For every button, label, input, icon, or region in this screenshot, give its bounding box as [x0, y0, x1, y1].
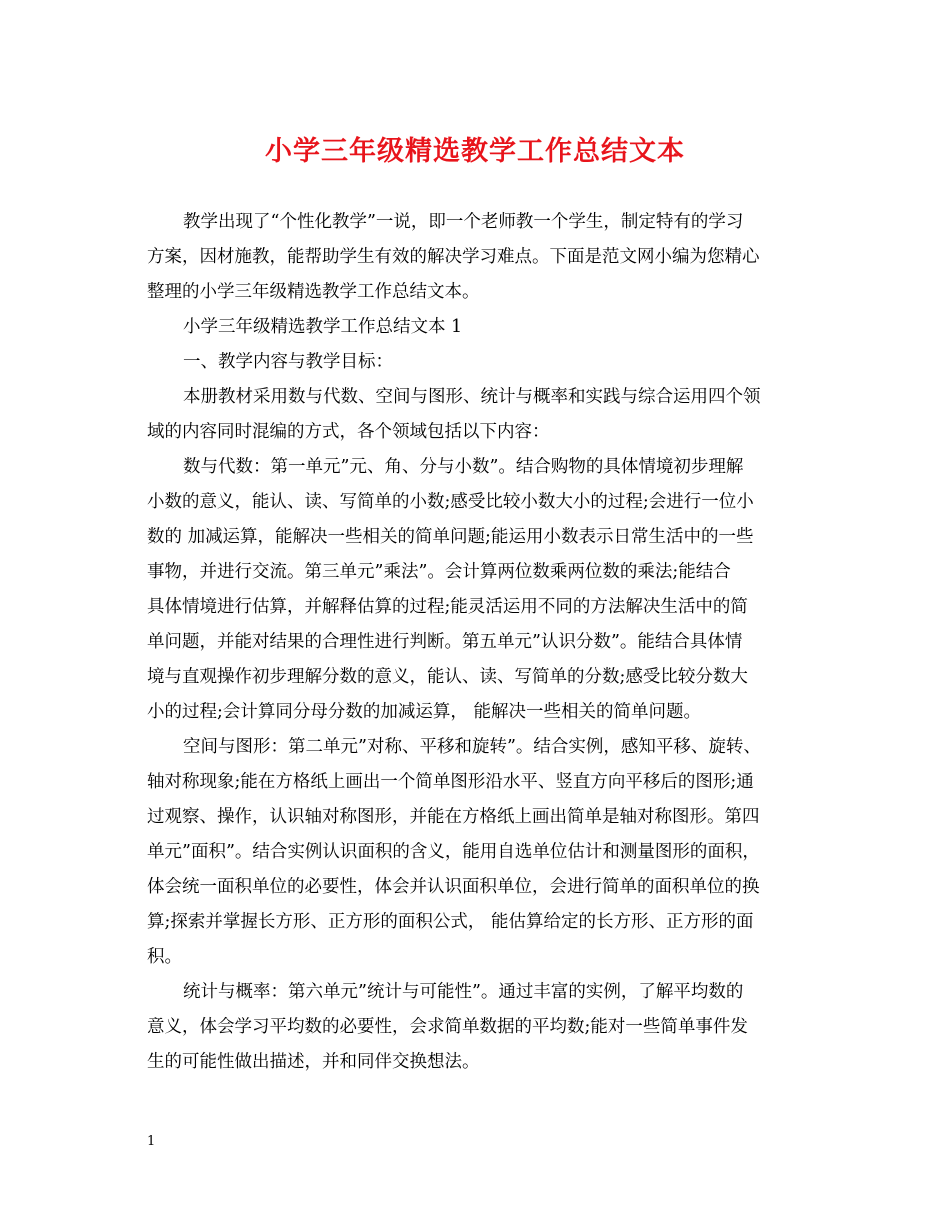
text-line: 积。 [147, 947, 182, 967]
text-line: 过观察、操作，认识轴对称图形，并能在方格纸上画出简单是轴对称图形。第四 [147, 807, 760, 827]
text-line: 生的可能性做出描述，并和同伴交换想法。 [147, 1052, 480, 1072]
text-line: 体会统一面积单位的必要性，体会并认识面积单位，会进行简单的面积单位的换 [147, 877, 760, 897]
text-line: 小的过程;会计算同分母分数的加减运算， 能解决一些相关的简单问题。 [147, 702, 701, 722]
text-line: 域的内容同时混编的方式，各个领域包括以下内容： [147, 422, 550, 442]
text-line: 数的 加减运算，能解决一些相关的简单问题;能运用小数表示日常生活中的一些 [147, 527, 754, 547]
text-line: 境与直观操作初步理解分数的意义，能认、读、写简单的分数;感受比较分数大 [147, 667, 748, 687]
text-line: 轴对称现象;能在方格纸上画出一个简单图形沿水平、竖直方向平移后的图形;通 [147, 772, 754, 792]
text-line: 事物，并进行交流。第三单元”乘法”。会计算两位数乘两位数的乘法;能结合 [147, 562, 731, 582]
text-line: 意义，体会学习平均数的必要性，会求简单数据的平均数;能对一些简单事件发 [147, 1017, 748, 1037]
text-line: 方案，因材施教，能帮助学生有效的解决学习难点。下面是范文网小编为您精心 [147, 247, 760, 267]
text-line: 小学三年级精选教学工作总结文本 1 [183, 317, 463, 337]
text-line: 整理的小学三年级精选教学工作总结文本。 [147, 282, 480, 302]
text-line: 小数的意义，能认、读、写简单的小数;感受比较小数大小的过程;会进行一位小 [147, 492, 754, 512]
text-line: 教学出现了“个性化教学”一说，即一个老师教一个学生，制定特有的学习 [183, 212, 744, 232]
document-title: 小学三年级精选教学工作总结文本 [265, 136, 685, 167]
text-line: 单问题，并能对结果的合理性进行判断。第五单元”认识分数”。能结合具体情 [147, 632, 743, 652]
text-line: 一、教学内容与教学目标： [183, 352, 393, 372]
text-line: 具体情境进行估算，并解释估算的过程;能灵活运用不同的方法解决生活中的简 [147, 597, 748, 617]
text-line: 数与代数：第一单元”元、角、分与小数”。结合购物的具体情境初步理解 [183, 457, 744, 477]
text-line: 统计与概率：第六单元”统计与可能性”。通过丰富的实例，了解平均数的 [183, 982, 744, 1002]
document-body [147, 205, 807, 1080]
text-line: 算;探索并掌握长方形、正方形的面积公式， 能估算给定的长方形、正方形的面 [147, 912, 754, 932]
text-line: 本册教材采用数与代数、空间与图形、统计与概率和实践与综合运用四个领 [183, 387, 761, 407]
text-line: 单元”面积”。结合实例认识面积的含义，能用自选单位估计和测量图形的面积， [147, 842, 760, 862]
page-number: 1 [147, 1134, 156, 1149]
text-line: 空间与图形：第二单元”对称、平移和旋转”。结合实例，感知平移、旋转、 [183, 737, 761, 757]
